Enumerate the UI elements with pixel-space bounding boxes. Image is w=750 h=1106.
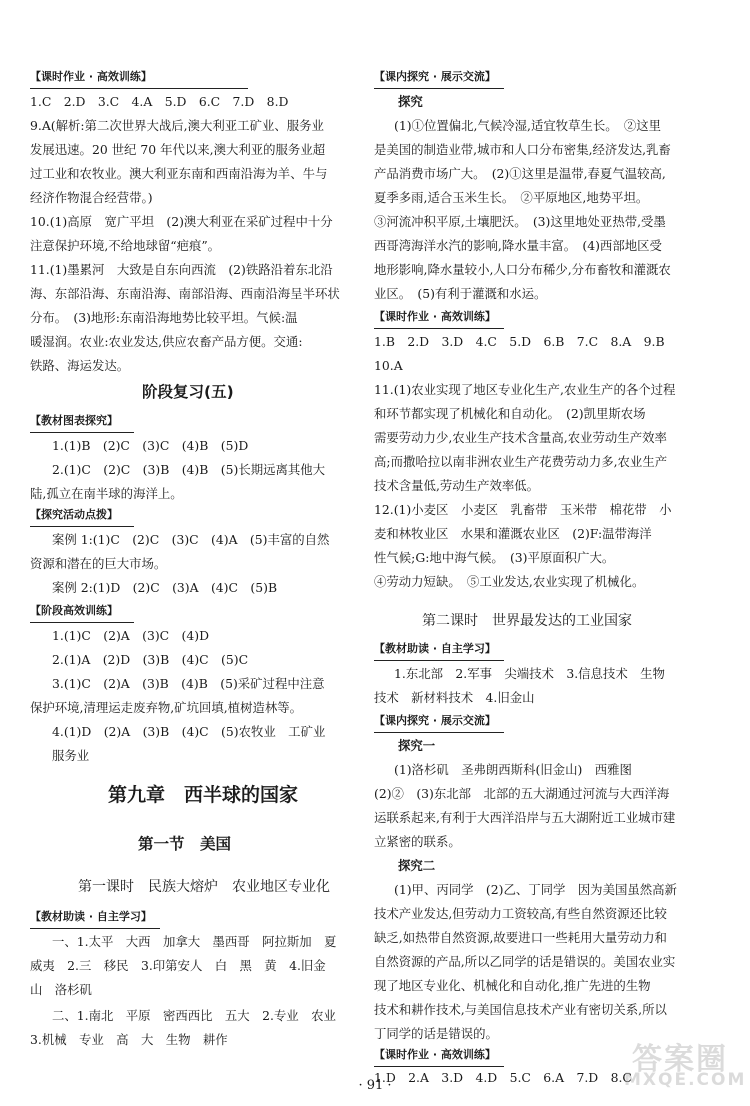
text-line: ④劳动力短缺。 ⑤工业发达,农业实现了机械化。 (374, 574, 645, 589)
text-line: 二、1.南北 平原 密西西比 五大 2.专业 农业 (52, 1008, 336, 1023)
section-header: 【教材图表探究】 (30, 414, 118, 427)
text-line: 4.(1)D (2)A (3)B (4)C (5)农牧业 工矿业 (52, 724, 326, 739)
text-line: 保护环境,清理运走废弃物,矿坑回填,植树造林等。 (30, 700, 303, 715)
text-line: 暖湿润。农业:农业发达,供应农畜产品方便。交通: (30, 334, 303, 349)
section-rule (30, 928, 160, 929)
text-line: 性气候;G:地中海气候。 (3)平原面积广大。 (374, 550, 615, 565)
text-line: 注意保护环境,不给地球留“疤痕”。 (30, 238, 221, 253)
text-line: 和环节都实现了机械化和自动化。 (2)凯里斯农场 (374, 406, 646, 421)
text-line: 海、东部沿海、东南沿海、南部沿海、西南沿海呈半环状 (30, 286, 340, 301)
stage-review-title: 阶段复习(五) (142, 383, 234, 401)
watermark-url: MXQE.COM (624, 1070, 747, 1090)
text-line: 服务业 (52, 748, 90, 763)
text-line: 地形影响,降水量较小,人口分布稀少,分布畜牧和灌溉农 (374, 262, 671, 277)
section-title: 第一节 美国 (138, 835, 232, 853)
section-rule (30, 432, 134, 433)
text-line: 技术和耕作技术,与美国信息技术产业有密切关系,所以 (374, 1002, 667, 1017)
text-line: 陆,孤立在南半球的海洋上。 (30, 486, 183, 501)
section-header: 【课时作业 · 高效训练】 (374, 310, 496, 323)
text-line: 威夷 2.三 移民 3.印第安人 白 黑 黄 4.旧金 (30, 958, 326, 973)
text-line: 1.(1)B (2)C (3)C (4)B (5)D (52, 438, 249, 453)
text-line: 1.东北部 2.军事 尖端技术 3.信息技术 生物 (394, 666, 665, 681)
text-line: 丁同学的话是错误的。 (374, 1026, 498, 1041)
section-rule (374, 1066, 504, 1067)
text-line: 产品消费市场广大。 (2)①这里是温带,春夏气温较高, (374, 166, 666, 181)
section-header: 【课内探究 · 展示交流】 (374, 70, 496, 83)
text-line: (2)② (3)东北部 北部的五大湖通过河流与大西洋海 (374, 786, 670, 801)
text-line: 1.B 2.D 3.D 4.C 5.D 6.B 7.C 8.A 9.B (374, 334, 665, 349)
page-number: · 91 · (358, 1078, 392, 1093)
section-header: 【教材助读 · 自主学习】 (374, 642, 496, 655)
text-line: 3.机械 专业 高 大 生物 耕作 (30, 1032, 228, 1047)
chapter-title: 第九章 西半球的国家 (108, 784, 299, 806)
text-line: 12.(1)小麦区 小麦区 乳畜带 玉米带 棉花带 小 (374, 502, 672, 517)
text-line: 经济作物混合经营带。) (30, 190, 153, 205)
probe-label: 探究一 (398, 738, 436, 753)
text-line: 10.(1)高原 宽广平坦 (2)澳大利亚在采矿过程中十分 (30, 214, 333, 229)
section-rule (374, 732, 504, 733)
section-header: 【课内探究 · 展示交流】 (374, 714, 496, 727)
text-line: 技术 新材料技术 4.旧金山 (374, 690, 535, 705)
text-line: 3.(1)C (2)A (3)B (4)B (5)采矿过程中注意 (52, 676, 325, 691)
section-rule (30, 88, 248, 89)
text-line: 铁路、海运发达。 (30, 358, 130, 373)
section-header: 【探究活动点拨】 (30, 508, 118, 521)
text-line: 业区。 (5)有利于灌溉和水运。 (374, 286, 547, 301)
text-line: 自然资源的产品,所以乙同学的话是错误的。美国农业实 (374, 954, 676, 969)
watermark-logo (624, 1034, 747, 1096)
section-rule (30, 622, 134, 623)
text-line: 技术产业发达,但劳动力工资较高,有些自然资源还比较 (374, 906, 667, 921)
text-line: 10.A (374, 358, 403, 373)
text-line: 麦和林牧业区 水果和灌溉农业区 (2)F:温带海洋 (374, 526, 652, 541)
text-line: 高;而撒哈拉以南非洲农业生产花费劳动力多,农业生产 (374, 454, 668, 469)
lesson-title: 第一课时 民族大熔炉 农业地区专业化 (78, 879, 330, 895)
text-line: 案例 1:(1)C (2)C (3)C (4)A (5)丰富的自然 (52, 532, 330, 547)
text-line: 过工业和农牧业。澳大利亚东南和西南沿海为羊、牛与 (30, 166, 328, 181)
section-rule (30, 526, 134, 527)
text-line: 1.C 2.D 3.C 4.A 5.D 6.C 7.D 8.D (30, 94, 289, 109)
text-line: 山 洛杉矶 (30, 982, 92, 997)
text-line: 是美国的制造业带,城市和人口分布密集,经济发达,乳畜 (374, 142, 671, 157)
text-line: 运联系起来,有利于大西洋沿岸与五大湖附近工业城市建 (374, 810, 676, 825)
section-header: 【教材助读 · 自主学习】 (30, 910, 152, 923)
section-rule (374, 88, 504, 89)
text-line: 需要劳动力少,农业生产技术含量高,农业劳动生产效率 (374, 430, 667, 445)
text-line: (1)①位置偏北,气候冷湿,适宜牧草生长。 ②这里 (394, 118, 662, 133)
probe-label: 探究二 (398, 858, 436, 873)
text-line: 案例 2:(1)D (2)C (3)A (4)C (5)B (52, 580, 278, 595)
text-line: ③河流冲积平原,土壤肥沃。 (3)这里地处亚热带,受墨 (374, 214, 666, 229)
text-line: 现了地区专业化、机械化和自动化,推广先进的生物 (374, 978, 651, 993)
section-header: 【阶段高效训练】 (30, 604, 118, 617)
section-header: 【课时作业 · 高效训练】 (374, 1048, 496, 1061)
section-rule (374, 660, 504, 661)
text-line: 1.D 2.A 3.D 4.D 5.C 6.A 7.D 8.C (374, 1070, 632, 1085)
text-line: 发展迅速。20 世纪 70 年代以来,澳大利亚的服务业超 (30, 142, 326, 157)
probe-label: 探究 (398, 94, 423, 109)
text-line: 立紧密的联系。 (374, 834, 461, 849)
text-line: 西哥湾海洋水汽的影响,降水量丰富。 (4)西部地区受 (374, 238, 662, 253)
text-line: 2.(1)A (2)D (3)B (4)C (5)C (52, 652, 249, 667)
section-rule (374, 328, 504, 329)
text-line: 2.(1)C (2)C (3)B (4)B (5)长期远离其他大 (52, 462, 326, 477)
text-line: (1)甲、丙同学 (2)乙、丁同学 因为美国虽然高新 (394, 882, 677, 897)
text-line: 9.A(解析:第二次世界大战后,澳大利亚工矿业、服务业 (30, 118, 324, 133)
text-line: 分布。 (3)地形:东南沿海地势比较平坦。气候:温 (30, 310, 298, 325)
text-line: 技术含量低,劳动生产效率低。 (374, 478, 540, 493)
watermark-text: 答案圈 (632, 1042, 728, 1077)
section-header: 【课时作业 · 高效训练】 (30, 70, 152, 83)
text-line: 资源和潜在的巨大市场。 (30, 556, 167, 571)
text-line: 1.(1)C (2)A (3)C (4)D (52, 628, 210, 643)
text-line: 11.(1)农业实现了地区专业化生产,农业生产的各个过程 (374, 382, 676, 397)
text-line: (1)洛杉矶 圣弗朗西斯科(旧金山) 西雅图 (394, 762, 632, 777)
text-line: 一、1.太平 大西 加拿大 墨西哥 阿拉斯加 夏 (52, 934, 337, 949)
text-line: 缺乏,如热带自然资源,故要进口一些耗用大量劳动力和 (374, 930, 667, 945)
text-line: 11.(1)墨累河 大致是自东向西流 (2)铁路沿着东北沿 (30, 262, 333, 277)
text-line: 夏季多雨,适合玉米生长。 ②平原地区,地势平坦。 (374, 190, 649, 205)
lesson-title: 第二课时 世界最发达的工业国家 (422, 613, 632, 629)
